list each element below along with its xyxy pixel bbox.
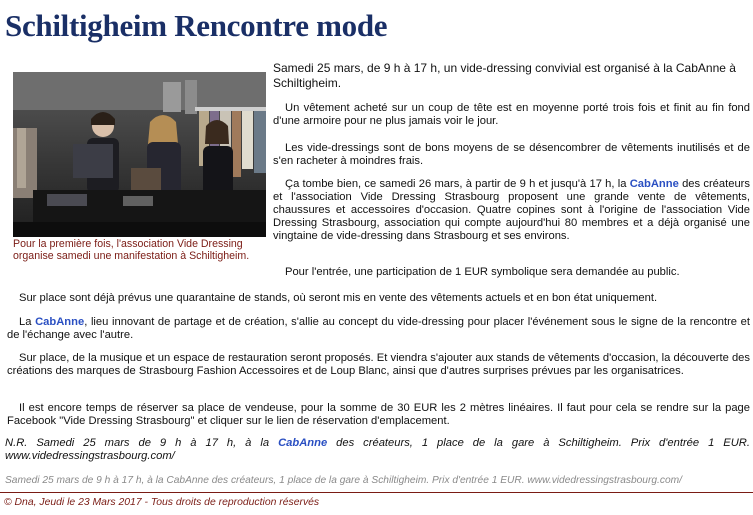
event-note [5,437,750,463]
cabanne-link[interactable]: CabAnne [629,178,679,190]
photo-block [13,72,266,262]
event-summary: Samedi 25 mars de 9 h à 17 h, à la CabAnne des créateurs, 1 place de la gare à Schiltigheim. Prix d'entrée 1 EUR. www.videdressingstrasbourg.com/ [5,475,682,486]
paragraph-6 [7,316,750,342]
paragraph-8: Il est encore temps de réserver sa place de vendeuse, pour la somme de 30 EUR les 2 mètres linéaires. Il faut pour cela se rendre sur la page Facebook "Vide Dressing Strasbourg" et cliquer sur le lien de réservation d'emplacement. [7,402,750,427]
paragraph-3-text-b: des créateurs et l'association Vide Dressing Strasbourg proposent une grande vente de vêtements, chaussures et accessoires d'occasion. Quatre copines sont à l'origine de l'association Vide Dressing Strasbourg, association qui compte aujourd'hui 80 membres et a déjà organisé une vingtaine de vide-dressing dans Strasbourg et ses environs. [273,178,751,242]
paragraph-3 [273,178,750,243]
paragraph-3-text-a: Ça tombe bien, ce samedi 26 mars, à partir de 9 h et jusqu'à 17 h, la [285,178,630,190]
cabanne-link[interactable]: CabAnne [35,316,85,328]
cabanne-link[interactable]: CabAnne [278,437,328,449]
paragraph-6-text-a: La [19,316,36,328]
copyright: © Dna, Jeudi le 23 Mars 2017 - Tous droits de reproduction réservés [4,497,320,508]
article-lead: Samedi 25 mars, de 9 h à 17 h, un vide-dressing convivial est organisé à la CabAnne à Schiltigheim. [273,61,736,90]
article-photo [13,72,266,237]
article-title: Schiltigheim Rencontre mode [5,8,388,43]
paragraph-7: Sur place, de la musique et un espace de restauration seront proposés. Et viendra s'ajouter aux stands de vêtements d'occasion, la découverte des créations des marques de Strasbourg Fashion Accessoires et de Loup Blanc, ainsi que d'autres surprises prévues par les organisatrices. [7,352,750,377]
paragraph-2: Les vide-dressings sont de bons moyens de se désencombrer de vêtements inutilisés et de s'en racheter à moindres frais. [273,142,750,167]
paragraph-4: Pour l'entrée, une participation de 1 EUR symbolique sera demandée au public. [285,266,680,278]
paragraph-6-text-b: , lieu innovant de partage et de création, s'allie au concept du vide-dressing pour placer l'événement sous le signe de la rencontre et de l'échange avec l'autre. [7,316,750,341]
event-note-text-a: N.R. Samedi 25 mars de 9 h à 17 h, à la [5,437,279,449]
photo-caption: Pour la première fois, l'association Vide Dressing organise samedi une manifestation à Schiltigheim. [13,238,250,262]
event-note-text-b: des créateurs, 1 place de la gare à Schiltigheim. Prix d'entrée 1 EUR. www.videdressingstrasbourg.com/ [5,437,750,462]
paragraph-5: Sur place sont déjà prévus une quarantaine de stands, où seront mis en vente des vêtements actuels et en bon état uniquement. [19,292,658,304]
footer-divider [0,492,753,493]
paragraph-1: Un vêtement acheté sur un coup de tête est en moyenne porté trois fois et finit au fin fond d'une armoire pour ne plus jamais voir le jour. [273,102,750,127]
